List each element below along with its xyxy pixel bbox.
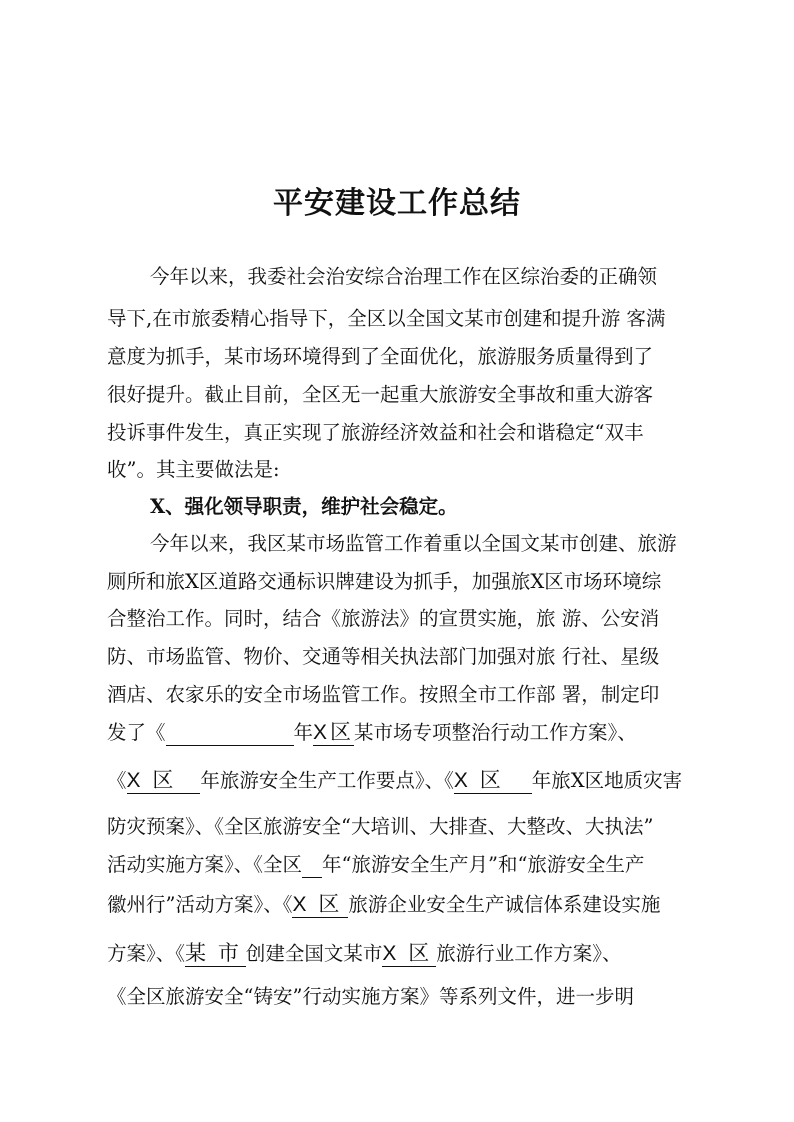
blank-underline	[302, 853, 322, 878]
text-segment: 年旅游安全生产工作要点》、《	[200, 769, 454, 792]
paragraph-line: 厕所和旅X区道路交通标识牌建设为抓手，加强旅X区市场环境综	[107, 570, 662, 593]
underlined-district: X区	[313, 721, 355, 744]
paragraph-line	[107, 941, 621, 967]
paragraph-line	[107, 768, 682, 794]
paragraph-line: 意度为抓手，某市场环境得到了全面优化，旅游服务质量得到了	[107, 345, 654, 368]
paragraph-line: 收”。其主要做法是:	[107, 458, 280, 481]
paragraph-line: 今年以来，我委社会治安综合治理工作在区综治委的正确领	[150, 265, 658, 288]
text-segment: 年“旅游安全生产月”和“旅游安全生产	[322, 853, 645, 876]
section-heading: X、强化领导职责，维护社会稳定。	[150, 495, 458, 518]
text-segment: 某市场专项整治行动工作方案》、	[354, 721, 637, 744]
paragraph-line	[107, 852, 644, 878]
text-segment: 年旅X区地质灾害	[531, 769, 683, 792]
underlined-city: 某 市	[185, 942, 246, 967]
paragraph-line	[107, 892, 660, 918]
paragraph-line: 酒店、农家乐的安全市场监管工作。按照全市工作部 署，制定印	[107, 683, 660, 706]
text-segment: 旅游行业工作方案》、	[436, 942, 622, 965]
paragraph-line	[107, 720, 637, 746]
paragraph-line: 防灾预案》、《全区旅游安全“大培训、大排查、大整改、大执法”	[107, 815, 654, 838]
underlined-district: X 区	[382, 942, 436, 967]
text-segment: 发了《	[107, 721, 166, 744]
paragraph-line: 合整治工作。同时，结合《旅游法》的宣贯实施，旅 游、公安消	[107, 607, 660, 630]
text-segment: 《	[107, 769, 127, 792]
paragraph-line: 很好提升。截止目前，全区无一起重大旅游安全事故和重大游客	[107, 383, 654, 406]
document-title: 平安建设工作总结	[273, 186, 521, 221]
paragraph-line: 投诉事件发生，真正实现了旅游经济效益和社会和谐稳定“双丰	[107, 421, 644, 444]
text-segment: 徽州行”活动方案》、《	[107, 893, 293, 916]
text-segment: 年	[293, 721, 314, 744]
paragraph-line: 今年以来，我区某市场监管工作着重以全国文某市创建、旅游	[150, 532, 677, 555]
underlined-district: X 区	[454, 769, 532, 794]
paragraph-line: 《全区旅游安全“铸安”行动实施方案》等系列文件，进一步明	[107, 985, 634, 1008]
blank-underline	[166, 721, 294, 746]
text-segment: 活动实施方案》、《全区	[107, 853, 303, 876]
text-segment: 创建全国文某市	[245, 942, 383, 965]
paragraph-line: 导下,在市旅委精心指导下，全区以全国文某市创建和提升游 客满	[107, 307, 666, 330]
underlined-district: X 区	[127, 769, 201, 794]
paragraph-line: 防、市场监管、物价、交通等相关执法部门加强对旅 行社、星级	[107, 645, 660, 668]
underlined-district: X 区	[292, 893, 348, 918]
text-segment: 旅游企业安全生产诚信体系建设实施	[348, 893, 661, 916]
text-segment: 方案》、《	[107, 942, 186, 965]
